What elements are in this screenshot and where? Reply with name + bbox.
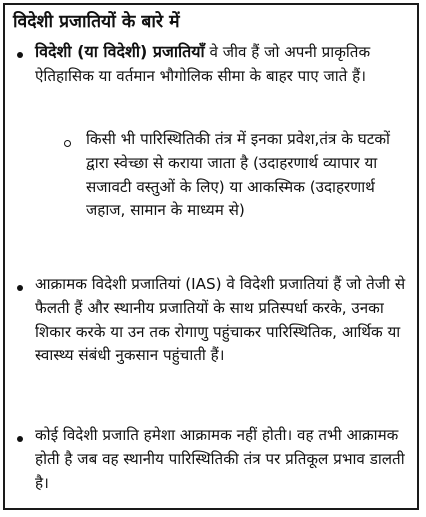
- term-highlight: विदेशी (या विदेशी) प्रजातियाँ: [35, 42, 205, 61]
- section-heading: विदेशी प्रजातियों के बारे में: [13, 12, 180, 32]
- bullet-item-definition: [35, 40, 410, 89]
- bullet-text: वे जीव हैं जो अपनी प्राकृतिक ऐतिहासिक या वर्तमान भौगोलिक सीमा के बाहर पाए जाते हैं।: [35, 43, 371, 85]
- bullet-marker: [17, 436, 23, 442]
- bullet-marker: [17, 52, 23, 58]
- sub-bullet-item-introduction: किसी भी पारिस्थितिकी तंत्र में इनका प्रवेश,तंत्र के घटकों द्वारा स्वेच्छा से कराया जाता है (उदाहरणार्थ व्यापार या सजावटी वस्तुओं के लिए) या आकस्मिक (उदाहरणार्थ जहाज, सामान के माध्यम से): [86, 130, 390, 220]
- bullet-item-invasive: आक्रामक विदेशी प्रजातियां (IAS) वे विदेशी प्रजातियां हैं जो तेजी से फैलती हैं और स्थानीय प्रजातियों के साथ प्रतिस्पर्धा करके, उनका शिकार करके या उन तक रोगाणु पहुंचाकर पारिस्थितिक, आर्थिक या स्वास्थ्य संबंधी नुकसान पहुंचाती हैं।: [35, 275, 406, 365]
- sub-bullet-marker: [64, 140, 71, 147]
- bullet-item-not-always-invasive: कोई विदेशी प्रजाति हमेशा आक्रामक नहीं होती। वह तभी आक्रामक होती है जब वह स्थानीय पारिस्थितिकी तंत्र पर प्रतिकूल प्रभाव डालती है।: [35, 426, 405, 492]
- bullet-marker: [17, 285, 23, 291]
